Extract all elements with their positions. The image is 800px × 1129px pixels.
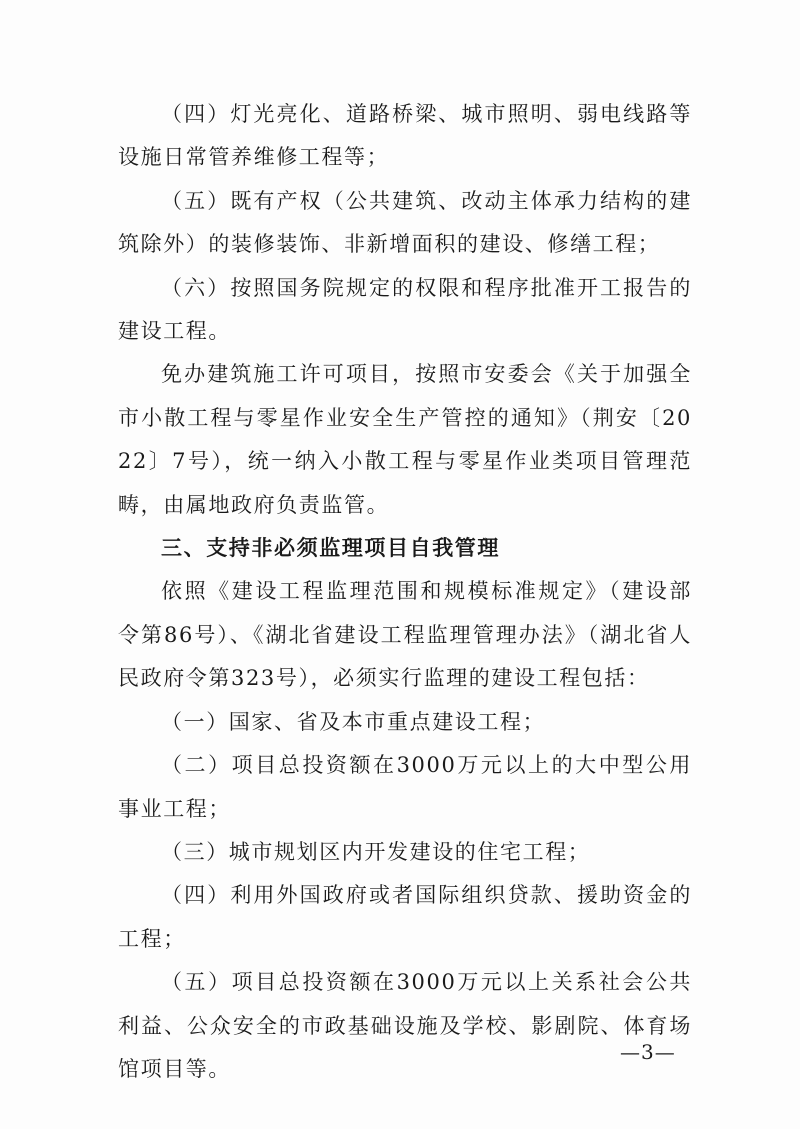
paragraph-supervision-item-5: （五）项目总投资额在3000万元以上关系社会公共利益、公众安全的市政基础设施及学校、影剧院、体育场馆项目等。 [118, 970, 692, 1081]
paragraph-supervision-item-1: （一）国家、省及本市重点建设工程； [161, 709, 546, 734]
paragraph-supervision-item-2: （二）项目总投资额在3000万元以上的大中型公用事业工程； [118, 753, 692, 821]
page-number: —3— [620, 1040, 676, 1064]
paragraph-supervision-item-3: （三）城市规划区内开发建设的住宅工程； [161, 839, 591, 864]
document-body [118, 93, 692, 1091]
paragraph-exemption-note: 免办建筑施工许可项目，按照市安委会《关于加强全市小散工程与零星作业安全生产管控的通知》（荆安〔2022〕7号），统一纳入小散工程与零星作业类项目管理范畴，由属地政府负责监管。 [118, 362, 692, 517]
paragraph-item-6: （六）按照国务院规定的权限和程序批准开工报告的建设工程。 [118, 275, 692, 344]
section-heading: 三、支持非必须监理项目自我管理 [161, 536, 500, 561]
paragraph-supervision-item-4: （四）利用外国政府或者国际组织贷款、援助资金的工程； [118, 883, 692, 951]
paragraph-item-4: （四）灯光亮化、道路桥梁、城市照明、弱电线路等设施日常管养维修工程等； [118, 102, 692, 170]
paragraph-supervision-basis: 依照《建设工程监理范围和规模标准规定》（建设部令第86号）、《湖北省建设工程监理管理办法》（湖北省人民政府令第323号），必须实行监理的建设工程包括： [118, 579, 692, 691]
paragraph-item-5: （五）既有产权（公共建筑、改动主体承力结构的建筑除外）的装修装饰、非新增面积的建设、修缮工程； [118, 188, 692, 257]
